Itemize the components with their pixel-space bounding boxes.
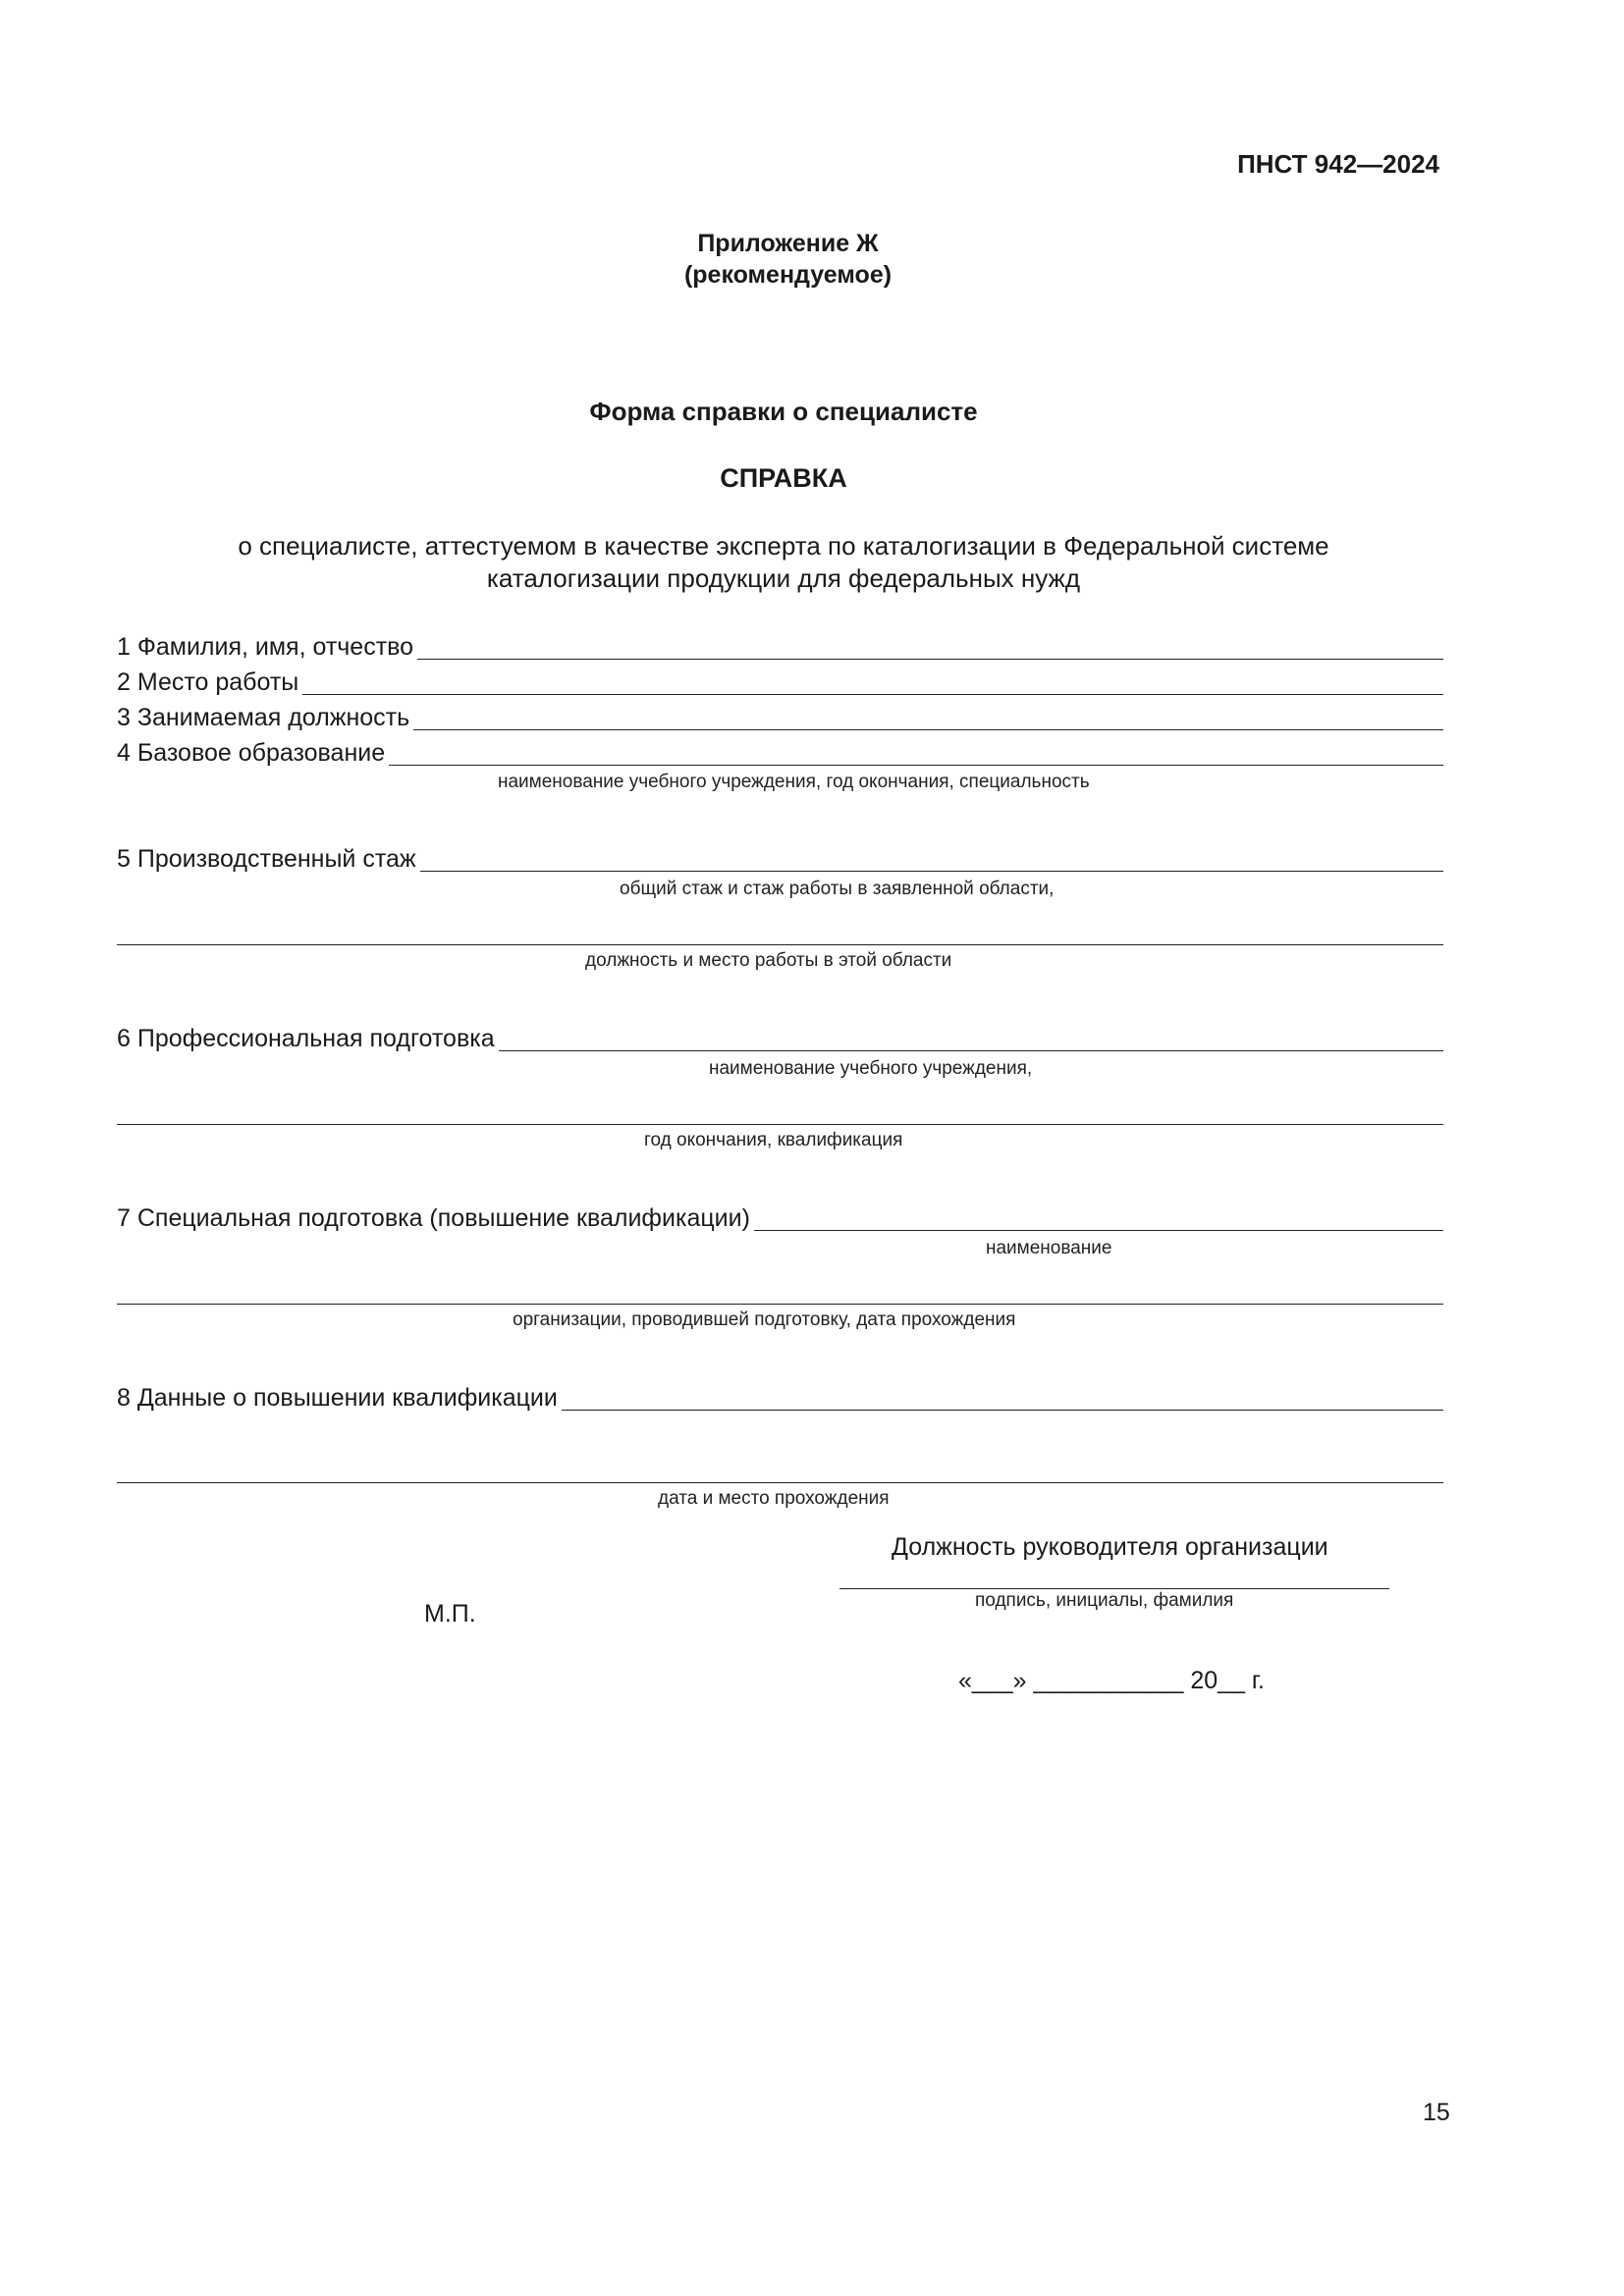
annex-heading (0, 228, 1576, 291)
intro-line-1: о специалисте, аттестуемом в качестве эксперта по каталогизации в Федеральной системе (238, 531, 1329, 561)
intro-text (0, 530, 1567, 595)
document-code: ПНСТ 942—2024 (1237, 149, 1439, 179)
head-position-label: Должность руководителя организации (892, 1533, 1328, 1561)
field-special-training-hint-1: наименование (986, 1238, 1112, 1258)
field-professional-training-hint-1: наименование учебного учреждения, (709, 1058, 1033, 1079)
field-education-hint: наименование учебного учреждения, год окончания, специальность (498, 772, 1090, 792)
field-full-name (117, 630, 1443, 662)
field-experience-label: 5 Производственный стаж (117, 845, 416, 873)
date-line[interactable]: «___» ___________ 20__ г. (958, 1667, 1265, 1694)
field-experience-line-2[interactable] (117, 944, 1443, 945)
field-full-name-line[interactable] (417, 633, 1443, 660)
intro-line-2: каталогизации продукции для федеральных нужд (486, 563, 1081, 593)
signature-hint: подпись, инициалы, фамилия (975, 1590, 1234, 1611)
field-education-label: 4 Базовое образование (117, 739, 386, 767)
field-qualification-data-line[interactable] (562, 1384, 1443, 1411)
field-experience-line[interactable] (420, 845, 1443, 872)
field-professional-training-hint-2: год окончания, квалификация (644, 1130, 903, 1150)
field-workplace (117, 666, 1443, 697)
field-special-training-line[interactable] (754, 1204, 1443, 1231)
field-special-training (117, 1201, 1443, 1233)
field-qualification-data-line-2[interactable] (117, 1482, 1443, 1483)
field-experience-hint-2: должность и место работы в этой области (585, 950, 952, 971)
annex-title: Приложение Ж (697, 230, 879, 257)
spravka-title: СПРАВКА (720, 463, 847, 493)
field-workplace-label: 2 Место работы (117, 668, 299, 696)
field-experience-hint-1: общий стаж и стаж работы в заявленной области, (620, 879, 1055, 899)
field-qualification-data (117, 1381, 1443, 1413)
field-special-training-hint-2: организации, проводившей подготовку, дата прохождения (513, 1309, 1016, 1330)
field-workplace-line[interactable] (302, 668, 1443, 695)
field-special-training-line-2[interactable] (117, 1304, 1443, 1305)
page-number: 15 (1423, 2099, 1450, 2126)
field-qualification-data-hint: дата и место прохождения (658, 1488, 890, 1509)
field-experience (117, 842, 1443, 874)
field-position (117, 701, 1443, 732)
field-education-line[interactable] (389, 739, 1443, 766)
field-professional-training-line[interactable] (499, 1025, 1443, 1051)
field-position-line[interactable] (413, 704, 1443, 730)
field-qualification-data-label: 8 Данные о повышении квалификации (117, 1384, 558, 1412)
annex-subtitle: (рекомендуемое) (683, 261, 893, 289)
field-special-training-label: 7 Специальная подготовка (повышение квалификации) (117, 1204, 750, 1232)
field-professional-training (117, 1022, 1443, 1053)
field-position-label: 3 Занимаемая должность (117, 704, 410, 731)
field-professional-training-label: 6 Профессиональная подготовка (117, 1025, 495, 1052)
signature-line[interactable] (839, 1588, 1389, 1589)
field-professional-training-line-2[interactable] (117, 1124, 1443, 1125)
form-title: Форма справки о специалисте (589, 397, 978, 426)
stamp-place-label: М.П. (424, 1600, 476, 1628)
field-education (117, 736, 1443, 768)
field-full-name-label: 1 Фамилия, имя, отчество (117, 633, 414, 661)
